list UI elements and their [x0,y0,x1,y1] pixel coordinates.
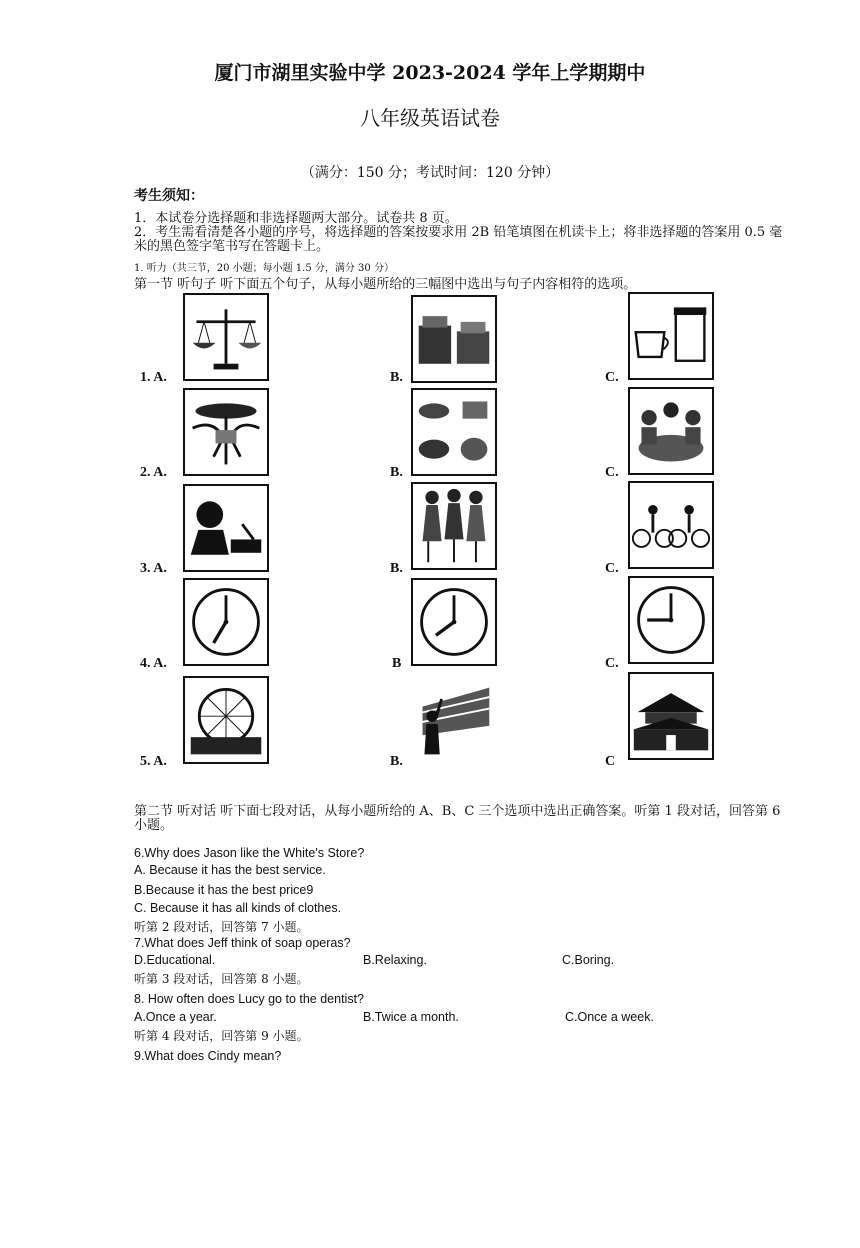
row1-label-c: C. [605,370,619,385]
section1-instructions: 第一节 听句子 听下面五个句子，从每小题所给的三幅图中选出与句子内容相符的选项。 [134,277,637,292]
picture-ferris-wheel [183,676,269,764]
question-6: 6.Why does Jason like the White's Store? [134,846,365,860]
question-8-option-b: B.Twice a month. [363,1010,459,1024]
row2-label-b: B. [390,465,403,480]
question-7-option-c: C.Boring. [562,953,615,967]
picture-dishes [411,388,497,476]
listening-intro: 1. 听力（共三节，20 小题；每小题 1.5 分，满分 30 分） [134,263,394,274]
row3-label-b: B. [390,561,403,576]
row4-label-b: B [392,656,402,671]
picture-studying [183,484,269,572]
row5-label-c: C [605,754,616,769]
picture-food [411,295,497,383]
picture-statue-of-liberty [411,676,497,764]
question-8: 8. How often does Lucy go to the dentist? [134,992,365,1006]
picture-scale [183,293,269,381]
score-time: （满分：150 分；考试时间：120 分钟） [300,165,560,181]
picture-table-chairs [183,388,269,476]
row4-label-c: C. [605,656,619,671]
row5-label-a: 5. A. [140,754,167,769]
picture-family-dinner [628,387,714,475]
picture-clock-seven [183,578,269,666]
row1-label-a: 1. A. [140,370,167,385]
dialogue-3-note: 听第 3 段对话，回答第 8 小题。 [134,972,309,986]
row3-label-a: 3. A. [140,561,167,576]
question-7: 7.What does Jeff think of soap operas? [134,936,351,950]
dialogue-4-note: 听第 4 段对话，回答第 9 小题。 [134,1029,309,1043]
picture-clock-eight [411,578,497,666]
notice-item-2: 2．考生需看清楚各小题的序号，将选择题的答案按要求用 2B 铅笔填图在机读卡上；将非选择题的答案用 0.5 毫米的黑色签字笔书写在答题卡上。 [134,225,783,254]
row3-label-c: C. [605,561,619,576]
exam-subtitle: 八年级英语试卷 [360,106,500,130]
notice-item-1: 1．本试卷分选择题和非选择题两大部分。试卷共 8 页。 [134,211,458,226]
picture-clock-nine [628,576,714,664]
dialogue-2-note: 听第 2 段对话，回答第 7 小题。 [134,920,309,934]
notice-heading: 考生须知： [134,188,204,204]
row1-label-b: B. [390,370,403,385]
question-6-option-b: B.Because it has the best price9 [134,883,314,897]
picture-coffee-cups [628,292,714,380]
question-6-option-c: C. Because it has all kinds of clothes. [134,901,342,915]
row5-label-b: B. [390,754,403,769]
question-8-option-a: A.Once a year. [134,1010,217,1024]
picture-shopping-girls [411,482,497,570]
picture-cycling [628,481,714,569]
question-9: 9.What does Cindy mean? [134,1049,282,1063]
question-7-option-b: B.Relaxing. [363,953,427,967]
row2-label-c: C. [605,465,619,480]
section2-instructions: 第二节 听对话 听下面七段对话，从每小题所给的 A、B、C 三个选项中选出正确答案。听第 1 段对话，回答第 6 小题。 [134,804,781,833]
row4-label-a: 4. A. [140,656,167,671]
picture-tiananmen [628,672,714,760]
exam-title: 厦门市湖里实验中学 2023-2024 学年上学期期中 [214,62,646,84]
row2-label-a: 2. A. [140,465,167,480]
question-8-option-c: C.Once a week. [565,1010,654,1024]
question-7-option-a: D.Educational. [134,953,216,967]
question-6-option-a: A. Because it has the best service. [134,863,326,877]
